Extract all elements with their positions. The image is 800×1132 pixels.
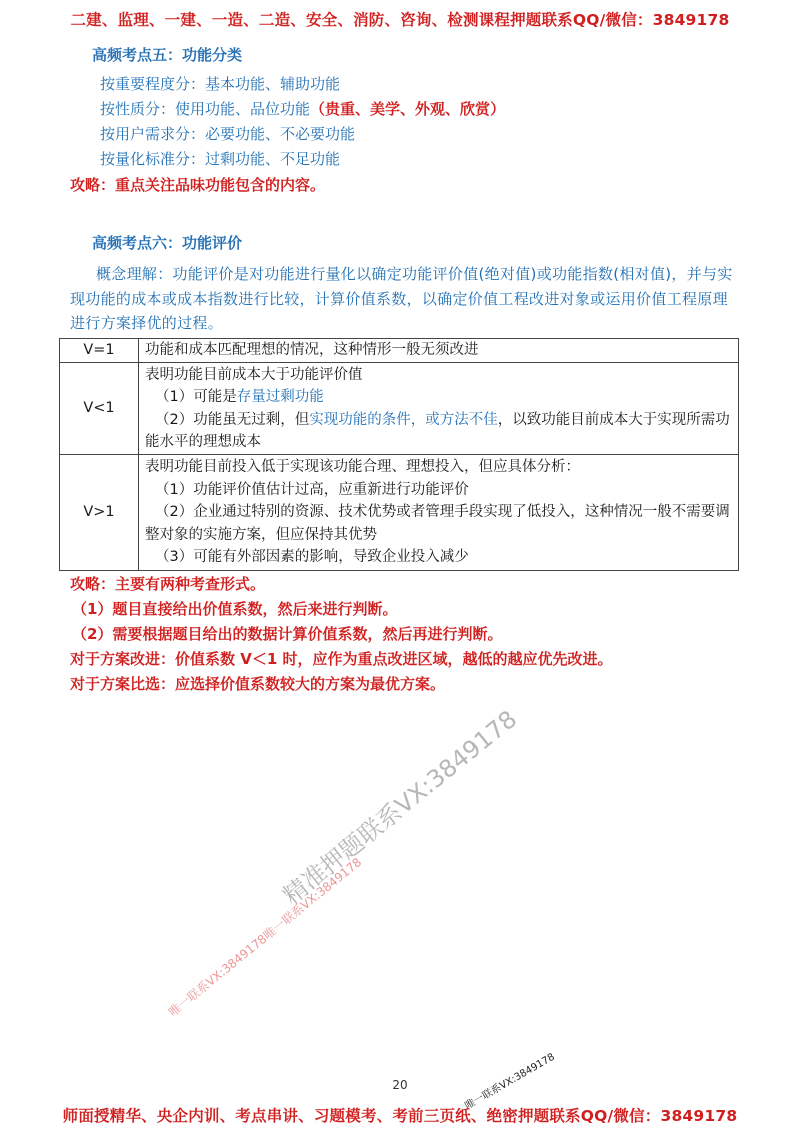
table-row [60, 363, 739, 455]
section6-tip-item: （1）题目直接给出价值系数，然后来进行判断。 [72, 600, 398, 618]
value-desc: 表明功能目前成本大于功能评价值 （1）可能是存量过剩功能 （2）功能虽无过剩，但实现功能的条件，或方法不佳，以致功能目前成本大于实现所需功能水平的理想成本 [139, 363, 739, 455]
watermark-small: 唯一联系VX:3849178 [463, 1051, 557, 1112]
section6-tip-item: 对于方案改进：价值系数 V＜1 时，应作为重点改进区域，越低的越应优先改进。 [70, 650, 613, 668]
section6-tip: 攻略：主要有两种考查形式。 [70, 575, 266, 593]
value-key: V>1 [60, 455, 139, 571]
section6-tip-item: （2）需要根据题目给出的数据计算价值系数，然后再进行判断。 [72, 625, 503, 643]
value-key: V<1 [60, 363, 139, 455]
classification-item: 按重要程度分：基本功能、辅助功能 [100, 75, 341, 93]
concept-paragraph: 概念理解：功能评价是对功能进行量化以确定功能评价值(绝对值)或功能指数(相对值)，并与实现功能的成本或成本指数进行比较，计算价值系数，以确定价值工程改进对象或运用价值工程原理进行方案择优的过程。 [70, 265, 733, 332]
bottom-banner: 师面授精华、央企内训、考点串讲、习题模考、考前三页纸、绝密押题联系QQ/微信：3849178 [62, 1107, 738, 1125]
table-row [60, 455, 739, 571]
classification-item: 按量化标准分：过剩功能、不足功能 [100, 150, 341, 168]
section6-title: 高频考点六：功能评价 [92, 234, 243, 252]
section6-tip-item: 对于方案比选：应选择价值系数较大的方案为最优方案。 [70, 675, 446, 693]
page-number: 20 [392, 1078, 408, 1092]
section5-title: 高频考点五：功能分类 [92, 46, 243, 64]
value-desc: 功能和成本匹配理想的情况，这种情形一般无须改进 [139, 339, 739, 363]
value-coefficient-table [59, 338, 739, 571]
classification-item: 按用户需求分：必要功能、不必要功能 [100, 125, 356, 143]
table-row [60, 339, 739, 363]
value-desc: 表明功能目前投入低于实现该功能合理、理想投入，但应具体分析： （1）功能评价值估计过高，应重新进行功能评价 （2）企业通过特别的资源、技术优势或者管理手段实现了低投入，这种情况一般不需要调整对象的实施方案，但应保持其优势 （3）可能有外部因素的影响，导致企业投入减少 [139, 455, 739, 571]
classification-item: 按性质分：使用功能、品位功能（贵重、美学、外观、欣赏） [100, 100, 506, 118]
watermark-small: 唯一联系VX:3849178唯一联系VX:3849178 [165, 854, 365, 1020]
watermark-large: 精准押题联系VX:3849178 [277, 704, 523, 911]
value-key: V=1 [60, 339, 139, 363]
section5-tip: 攻略：重点关注品味功能包含的内容。 [70, 176, 326, 194]
top-banner: 二建、监理、一建、一造、二造、安全、消防、咨询、检测课程押题联系QQ/微信：3849178 [70, 11, 730, 29]
